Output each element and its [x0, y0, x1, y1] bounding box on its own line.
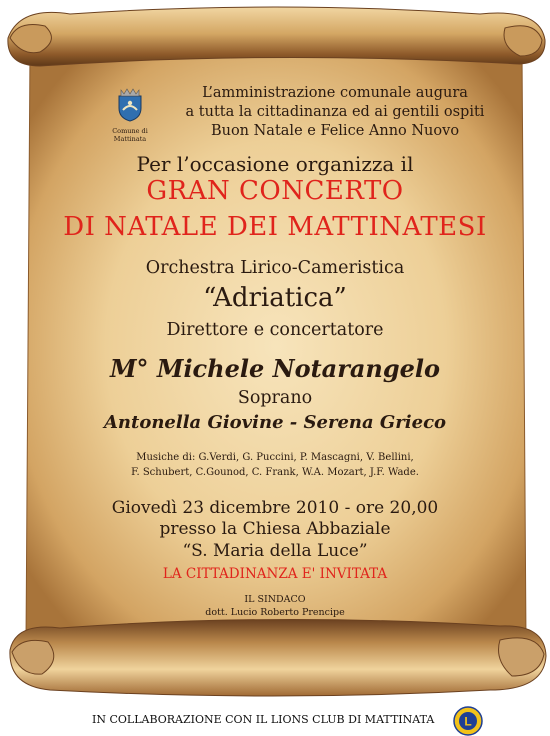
- lions-club-logo-icon: [448, 706, 488, 736]
- orchestra-name: “Adriatica”: [203, 283, 347, 313]
- director-label: Direttore e concertatore: [166, 320, 384, 340]
- soprano-label: Soprano: [237, 388, 313, 408]
- music-line-2: F. Schubert, C.Gounod, C. Frank, W.A. Mozart, J.F. Wade.: [131, 467, 419, 478]
- church-name: “S. Maria della Luce”: [182, 541, 368, 561]
- invitation-line: LA CITTADINANZA E' INVITATA: [162, 566, 388, 582]
- svg-text:L: L: [464, 714, 472, 729]
- music-line-1: Musiche di: G.Verdi, G. Puccini, P. Mascagni, V. Bellini,: [136, 452, 414, 463]
- lead-line: Per l’occasione organizza il: [136, 152, 414, 176]
- soprano-names: Antonella Giovine - Serena Grieco: [103, 412, 447, 433]
- mayor-name: dott. Lucio Roberto Prencipe: [205, 607, 345, 618]
- intro-line-3: Buon Natale e Felice Anno Nuovo: [210, 123, 460, 139]
- concert-title-line-1: GRAN CONCERTO: [146, 176, 404, 206]
- crest-icon: [115, 88, 145, 122]
- municipal-crest: [104, 88, 156, 143]
- director-name: M° Michele Notarangelo: [109, 354, 441, 383]
- footer: [0, 706, 550, 736]
- event-date: Giovedì 23 dicembre 2010 - ore 20,00: [111, 498, 439, 518]
- footer-collaboration-text: IN COLLABORAZIONE CON IL LIONS CLUB DI MATTINATA: [92, 713, 435, 726]
- mayor-title: IL SINDACO: [244, 594, 306, 605]
- orchestra-label: Orchestra Lirico-Cameristica: [145, 258, 405, 278]
- music-credits: [0, 450, 550, 480]
- concert-title-line-2: DI NATALE DEI MATTINATESI: [63, 212, 487, 242]
- intro-line-2: a tutta la cittadinanza ed ai gentili ospiti: [185, 104, 485, 120]
- intro-line-1: L’amministrazione comunale augura: [202, 85, 468, 101]
- mayor-signature: [0, 593, 550, 619]
- crest-caption: Comune di Mattinata: [112, 127, 148, 143]
- event-place: presso la Chiesa Abbaziale: [159, 519, 391, 539]
